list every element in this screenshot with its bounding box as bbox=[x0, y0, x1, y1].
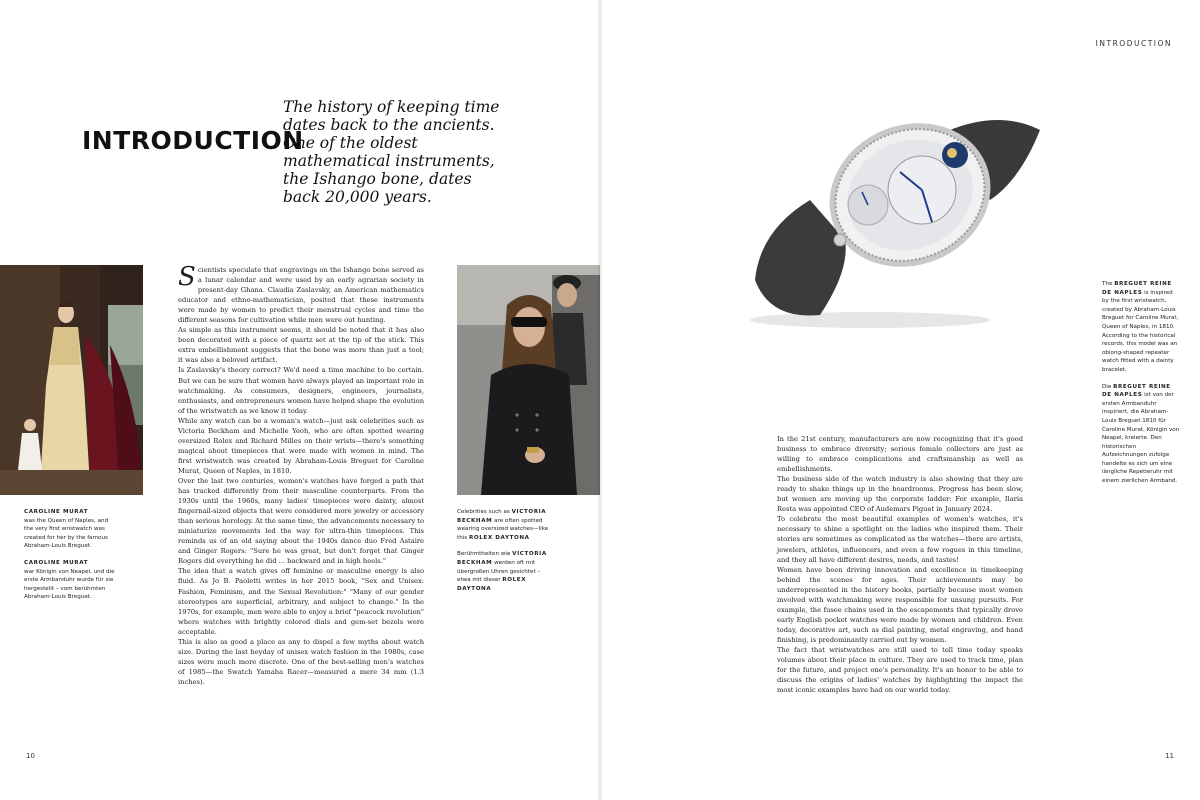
caption-murat-en-name: CAROLINE MURAT bbox=[24, 509, 89, 515]
caption-murat-de-text: war Königin von Neapel, und die erste Armbanduhr wurde für sie hergestellt – vom berühmten Abraham-Louis Breguet. bbox=[24, 568, 115, 601]
caption-caroline-murat bbox=[24, 508, 116, 610]
caption-breguet-de-name: BREGUET REINE DE NAPLES bbox=[1102, 383, 1171, 399]
caption-victoria-beckham: Celebrities such as VICTORIA BECKHAM are often spotted wearing oversized watches—like this ROLEX DAYTONA Berühmtheiten wie VICTORIA BECKHAM werden oft mit übergroßen Uhren gesichtet – etwa mit dieser ROLEX DAYTONA bbox=[457, 509, 549, 592]
paragraph: Women have been driving innovation and excellence in timekeeping behind the scenes for ages. Their achievements may be underrepresented in the history books, partially because most women involved with watchmaking were responsible for unsung pursuits. For example, the fusee chains used in the escapements that typically drove early English pocket watches were made by women and children. Even today, decorative art, such as dial painting, metal engraving, and hand finishing, is predominantly carried out by women. bbox=[777, 565, 1023, 644]
paragraph: The business side of the watch industry is also showing that they are ready to shake things up in the boardrooms. Progress has been slow, but women are moving up the corporate ladder: For example, Ilaria Resta was appointed CEO of Audemars Piguet in January 2024. bbox=[777, 475, 1023, 514]
paragraph: This is also as good a place as any to dispel a few myths about watch size. During the last heyday of unisex watch fashion in the 1980s, case sizes were much more discrete. One of the best-selling men's watches of 1985—the Swatch Yamaha Racer—measured a mere 34 mm (1.3 inches). bbox=[178, 637, 424, 686]
paragraph: In the 21st century, manufacturers are now recognizing that it's good business to embrace diversity; serious female collectors are just as willing to embrace complications and craftsmanship as well as embellishments. bbox=[777, 435, 1023, 474]
body-text-left bbox=[178, 262, 424, 687]
caption-beckham-en-name: VICTORIA BECKHAM bbox=[457, 509, 547, 524]
caption-beckham-en-watch: ROLEX DAYTONA bbox=[469, 534, 530, 541]
victoria-beckham-photo bbox=[457, 265, 600, 495]
right-page bbox=[600, 0, 1200, 800]
running-header: INTRODUCTION bbox=[1095, 39, 1172, 48]
paragraph: While any watch can be a woman's watch—just ask celebrities such as Victoria Beckham and Michelle Yeoh, who are often spotted wearing oversized Rolex and Richard Milles on their wrists—there's something magical about timepieces that were made with women in mind. The first wristwatch was created by Abraham-Louis Breguet for Caroline Murat, Queen of Naples, in 1810. bbox=[178, 416, 424, 475]
paragraph: As simple as this instrument seems, it should be noted that it has also been decorated with a piece of quartz set at the tip of the stick. This extra embellishment suggests that the bone was more than just a tool; it was also a beloved artifact. bbox=[178, 326, 424, 365]
caption-murat-en-text: was the Queen of Naples, and the very first wristwatch was created for her by the famous Abraham-Louis Breguet. bbox=[24, 517, 109, 550]
paragraph: Over the last two centuries, women's watches have forged a path that has tracked differently from their masculine counterparts. From the 1930s until the 1960s, many ladies' timepieces were dainty, almost fingernail-sized objects that were considered more jewelry or accessory than serious horology. At the same time, the advancements necessary to miniaturize movements led the way for ultra-thin timepieces. This reminds us of an old saying about the 1940s dance duo Fred Astaire and Ginger Rogers: "Sure he was great, but don't forget that Ginger Rogers did everything he did ... backward and in high heels." bbox=[178, 476, 424, 566]
caption-beckham-de-name: VICTORIA BECKHAM bbox=[457, 551, 547, 566]
caption-beckham-de-watch: ROLEX DAYTONA bbox=[457, 577, 527, 592]
caroline-murat-painting bbox=[0, 265, 143, 495]
caption-breguet-reine-de-naples: The BREGUET REINE DE NAPLES is inspired by the first wristwatch, created by Abraham-Louis Breguet for Caroline Murat, Queen of Naples, in 1810. According to the historical records, this model was an oblong-shaped repeater watch fitted with a dainty bracelet. Die BREGUET REINE DE NAPLES ist von der ersten Armbanduhr inspiriert, die Abraham-Louis Breguet 1810 für Caroline Murat, Königin von Neapel, kreierte. Den historischen Aufzeichnungen zufolge handelte es sich um eine längliche Repetieruhr mit einem zierlichen Armband. bbox=[1102, 281, 1180, 485]
page-number-left: 10 bbox=[26, 752, 35, 760]
breguet-watch-photo bbox=[750, 110, 1050, 330]
caption-breguet-en-name: BREGUET REINE DE NAPLES bbox=[1102, 281, 1172, 296]
paragraph: The fact that wristwatches are still used to tell time today speaks volumes about their place in culture. They are used to track time, plan for the future, and project one's personality. It's an honor to be able to discuss the origins of ladies' watches by highlighting the impact the most iconic examples have had on our world today. bbox=[777, 645, 1023, 695]
body-text-right bbox=[777, 434, 1023, 695]
intro-quote: The history of keeping time dates back to the ancients. One of the oldest mathematical instruments, the Ishango bone, dates back 20,000 years. bbox=[283, 98, 500, 206]
paragraph: Scientists speculate that engravings on the Ishango bone served as a lunar calendar and were used by an early agrarian society in present-day Ghana. Claudia Zaslavsky, an American mathematics educator and ethno-mathematician, posited that these instruments were made by women to predict their menstrual cycles and time the different seasons for cultivation while men were out hunting. bbox=[178, 262, 424, 325]
paragraph: To celebrate the most beautiful examples of women's watches, it's necessary to shine a spotlight on the ladies who inspired them. Their stories are sometimes as complicated as the watches—there are artists, jewelers, athletes, influencers, and even a few rogues in this timeline, and they all have different desires, needs, and tastes! bbox=[777, 515, 1023, 564]
drop-cap: S bbox=[178, 262, 196, 292]
page-title: INTRODUCTION bbox=[82, 126, 304, 155]
paragraph: The idea that a watch gives off feminine or masculine energy is also fluid. As Jo B. Paoletti writes in her 2015 book, "Sex and Unisex: Fashion, Feminism, and the Sexual Revolution:" "Many of our gender stereotypes are superficial, arbitrary, and subject to change." In the 1970s, for example, men were able to enjoy a brief "peacock revolution" where watches with brightly colored dials and gem-set bezels were acceptable. bbox=[178, 567, 424, 636]
caption-murat-de-name: CAROLINE MURAT bbox=[24, 559, 89, 566]
paragraph: Is Zaslavsky's theory correct? We'd need a time machine to be certain. But we can be sure that women have always played an important role in watchmaking. As consumers, designers, engineers, journalists, enthusiasts, and entrepreneurs women have helped shape the evolution of the wristwatch as we know it today. bbox=[178, 366, 424, 415]
page-number-right: 11 bbox=[1165, 752, 1174, 760]
book-gutter bbox=[598, 0, 602, 800]
